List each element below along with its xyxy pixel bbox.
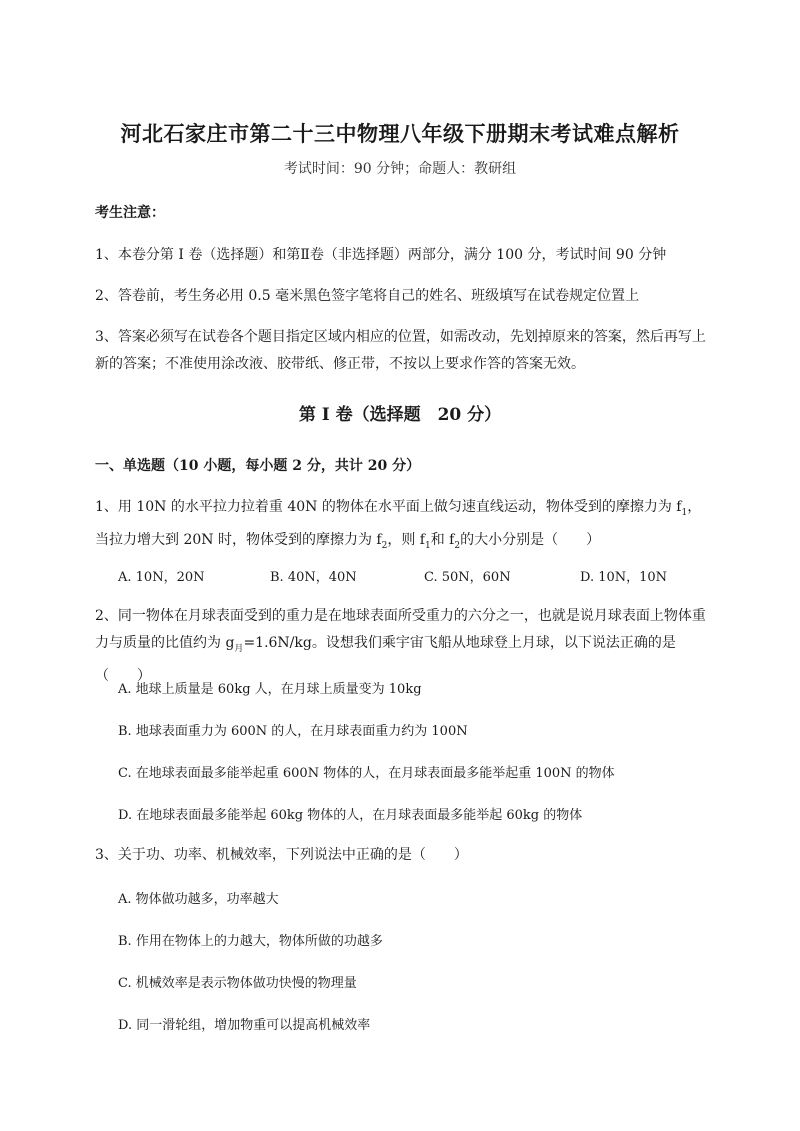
question-2-option-a[interactable]: A. 地球上质量是 60kg 人，在月球上质量变为 10kg [118, 682, 422, 697]
question-2-option-d[interactable]: D. 在地球表面最多能举起 60kg 物体的人，在月球表面最多能举起 60kg 的物体 [118, 808, 583, 823]
question-group-heading: 一、单选题（10 小题，每小题 2 分，共计 20 分） [95, 458, 421, 474]
question-3-option-c[interactable]: C. 机械效率是表示物体做功快慢的物理量 [118, 976, 357, 991]
notice-item-3: 3、答案必须写在试卷各个题目指定区域内相应的位置，如需改动，先划掉原来的答案，然后再写上新的答案；不准使用涂改液、胶带纸、修正带，不按以上要求作答的答案无效。 [95, 329, 706, 372]
question-3-stem: 3、关于功、功率、机械效率，下列说法中正确的是（ ） [95, 847, 468, 863]
question-3-option-d[interactable]: D. 同一滑轮组，增加物重可以提高机械效率 [118, 1018, 371, 1033]
section-title: 第 I 卷（选择题 20 分） [298, 405, 502, 425]
notice-heading: 考生注意： [95, 205, 165, 221]
question-2-text-a: 2、同一物体在月球表面受到的重力是在地球表面所受重力的六分之一，也就是说月球表面上物体重力与质量的比值约为 g [95, 608, 706, 651]
question-1-option-d[interactable]: D. 10N，10N [580, 570, 668, 585]
question-1-text-d: 和 f [430, 531, 455, 548]
question-1-option-a[interactable]: A. 10N，20N [118, 570, 205, 585]
notice-item-1: 1、本卷分第 I 卷（选择题）和第Ⅱ卷（非选择题）两部分，满分 100 分，考试时间 90 分钟 [95, 247, 667, 263]
question-1-stem [95, 494, 710, 560]
question-1-option-c[interactable]: C. 50N，60N [424, 570, 511, 585]
question-2-option-b[interactable]: B. 地球表面重力为 600N 的人，在月球表面重力约为 100N [118, 724, 468, 739]
exam-subtitle: 考试时间：90 分钟；命题人：教研组 [283, 161, 517, 177]
question-1-text-e: 的大小分别是（ ） [460, 531, 601, 548]
question-1-text-c: ，则 f [387, 531, 425, 548]
question-1-sub-2: 2 [381, 540, 388, 551]
question-1-sub-3: 1 [424, 540, 431, 551]
exam-title: 河北石家庄市第二十三中物理八年级下册期末考试难点解析 [120, 121, 680, 146]
question-2-text-b: =1.6N/kg。设想我们乘宇宙飞船从地球登上月球，以下说法正确的是（ ） [95, 635, 676, 684]
question-1-sub-1: 1 [681, 507, 688, 518]
question-2-stem [95, 603, 710, 690]
question-3-option-a[interactable]: A. 物体做功越多，功率越大 [118, 892, 279, 907]
question-3-option-b[interactable]: B. 作用在物体上的力越大，物体所做的功越多 [118, 934, 383, 949]
question-2-sub-1: 月 [234, 643, 244, 654]
question-1-text-a: 1、用 10N 的水平拉力拉着重 40N 的物体在水平面上做匀速直线运动，物体受到的摩擦力为 f [95, 499, 682, 515]
question-1-option-b[interactable]: B. 40N，40N [270, 570, 357, 585]
notice-item-2: 2、答卷前，考生务必用 0.5 毫米黑色签字笔将自己的姓名、班级填写在试卷规定位置上 [95, 288, 640, 304]
question-2-option-c[interactable]: C. 在地球表面最多能举起重 600N 物体的人，在月球表面最多能举起重 100N 的物体 [118, 766, 615, 781]
question-1-text-b: ，当拉力增大到 20N 时，物体受到的摩擦力为 f [95, 499, 702, 548]
question-1-sub-4: 2 [454, 540, 461, 551]
